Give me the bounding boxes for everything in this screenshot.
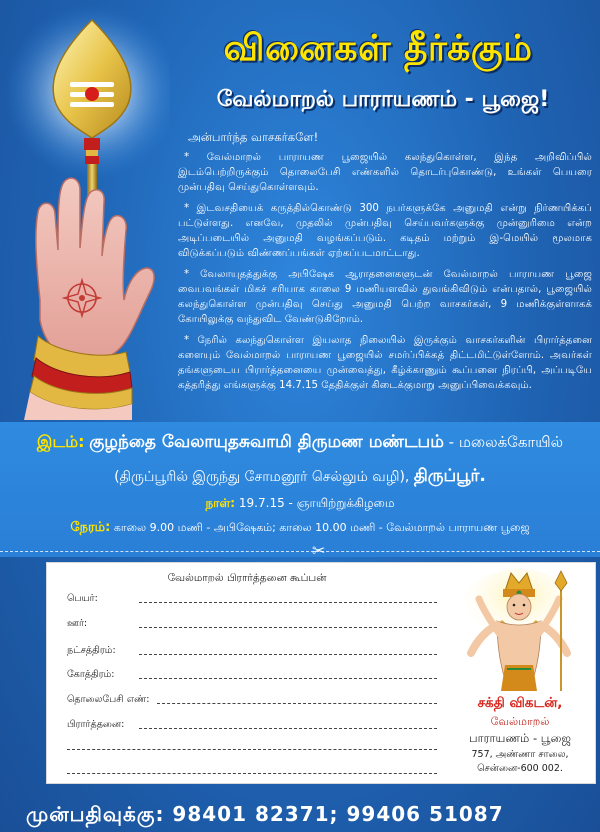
city-name: திருப்பூர்.: [413, 466, 486, 486]
route-text: (திருப்பூரில் இருந்து சோமனூர் செல்லும் வழி),: [114, 469, 410, 485]
name-label: பெயர்:: [67, 593, 98, 604]
venue-place: [0, 432, 600, 454]
date-label: நாள்:: [205, 496, 236, 510]
hill-temple: - மலைக்கோயில்: [448, 433, 564, 451]
prayer-line-2[interactable]: [67, 749, 437, 750]
name-field[interactable]: [67, 593, 437, 607]
scissors-icon: ✂: [312, 541, 326, 560]
murugan-deity-icon: [449, 569, 589, 695]
venue-route: [0, 466, 600, 488]
place-label: இடம்:: [36, 432, 85, 451]
prayer-line-3[interactable]: [67, 773, 437, 774]
venue-date: [0, 496, 600, 512]
abhaya-hand-icon: [24, 178, 154, 420]
hall-name: குழந்தை வேலாயுதசுவாமி திருமண மண்டபம்: [89, 432, 444, 452]
date-value: 19.7.15 - ஞாயிற்றுக்கிழமை: [238, 496, 395, 510]
gotra-field[interactable]: [67, 669, 437, 683]
cut-line: [0, 551, 600, 552]
address-city: சென்னை-600 002.: [477, 763, 563, 774]
paragraph-timing: * வேலாயுதத்துக்கு அபிஷேக ஆராதனைகளுடன் வேல்மாறல் பாராயண பூஜை வைபவங்கள் மிகச் சரியாக காலை 9 மணியளவில் துவங்கிவிடும் என்பதால், பூஜையில் கலந்துகொள்ள முன்பதிவு செய்து அனுமதி பெற்ற வாசகர்கள், 9 மணிக்குள்ளாகக் கோயிலுக்கு வந்துவிட வேண்டுகிறோம்.: [178, 269, 592, 325]
venue-band: [0, 422, 600, 557]
phone-field[interactable]: [67, 694, 437, 708]
paragraph-coupon: * நேரில் கலந்துகொள்ள இயலாத நிலையில் இருக்கும் வாசகர்களின் பிரார்த்தனை களையும் வேல்மாறல் பாராயண பூஜையில் சமர்ப்பிக்கத் திட்டமிட்டுள்ளோம். அவர்கள் தங்களுடைய பிரார்த்தனையை முன்வைத்து, கீழ்க்காணும் கூப்பனை நிரப்பி, அப்படியே கத்தரித்து எங்களுக்கு 14.7.15 தேதிக்குள் கிடைக்குமாறு அனுப்பிவைக்கவும்.: [178, 335, 592, 391]
prayer-coupon: [46, 562, 596, 784]
publisher-name: சக்தி விகடன்,: [477, 695, 563, 711]
time-label: நேரம்:: [70, 520, 111, 535]
phone-label: தொலைபேசி எண்:: [67, 694, 150, 705]
address-street: 757, அண்ணா சாலை,: [471, 749, 569, 760]
greeting: அன்பார்ந்த வாசகர்களே!: [188, 130, 319, 144]
prayer-label: பிரார்த்தனை:: [67, 719, 125, 730]
time-value: காலை 9.00 மணி - அபிஷேகம்; காலை 10.00 மணி - வேல்மாறல் பாராயண பூஜை: [113, 521, 530, 534]
star-label: நட்சத்திரம்:: [67, 645, 116, 656]
coupon-title: வேல்மாறல் பிரார்த்தனை கூப்பன்: [167, 572, 327, 584]
paragraph-capacity: * இடவசதியைக் கருத்தில்கொண்டு 300 நபர்களுக்கே அனுமதி என்று நிர்ணயிக்கப் பட்டுள்ளது. எனவே, முதலில் முன்பதிவு செய்பவர்களுக்கு முன்னுரிமை என்ற அடிப்படையில் அனுமதி வழங்கப்படும். கடிதம் மற்றும் இ-மெயில் மூலமாக விடுக்கப்படும் விண்ணப்பங்கள் ஏற்கப்படமாட்டாது.: [178, 203, 592, 259]
poster-title: வினைகள் தீர்க்கும்: [223, 28, 533, 69]
gotra-label: கோத்திரம்:: [67, 669, 115, 680]
announcement-body: [178, 130, 592, 399]
vel-spear-icon: [0, 0, 170, 420]
town-label: ஊர்:: [67, 618, 88, 629]
poster-subtitle: வேல்மாறல் பாராயணம் - பூஜை!: [216, 87, 550, 112]
paragraph-booking: * வேல்மாறல் பாராயண பூஜையில் கலந்துகொள்ள, இந்த அறிவிப்பில் இடம்பெற்றிருக்கும் தொலைபேசி எண்களில் தொடர்புகொண்டு, உங்கள் பெயரை முன்பதிவு செய்துகொள்ளவும்.: [178, 152, 592, 193]
star-field[interactable]: [67, 645, 437, 659]
address-line-1: வேல்மாறல்: [490, 715, 550, 728]
town-field[interactable]: [67, 618, 437, 632]
venue-time: [0, 520, 600, 536]
booking-phones: முன்பதிவுக்கு: 98401 82371; 99406 51087: [26, 802, 504, 826]
address-line-2: பாராயணம் - பூஜை: [469, 731, 571, 745]
prayer-field[interactable]: [67, 719, 437, 733]
